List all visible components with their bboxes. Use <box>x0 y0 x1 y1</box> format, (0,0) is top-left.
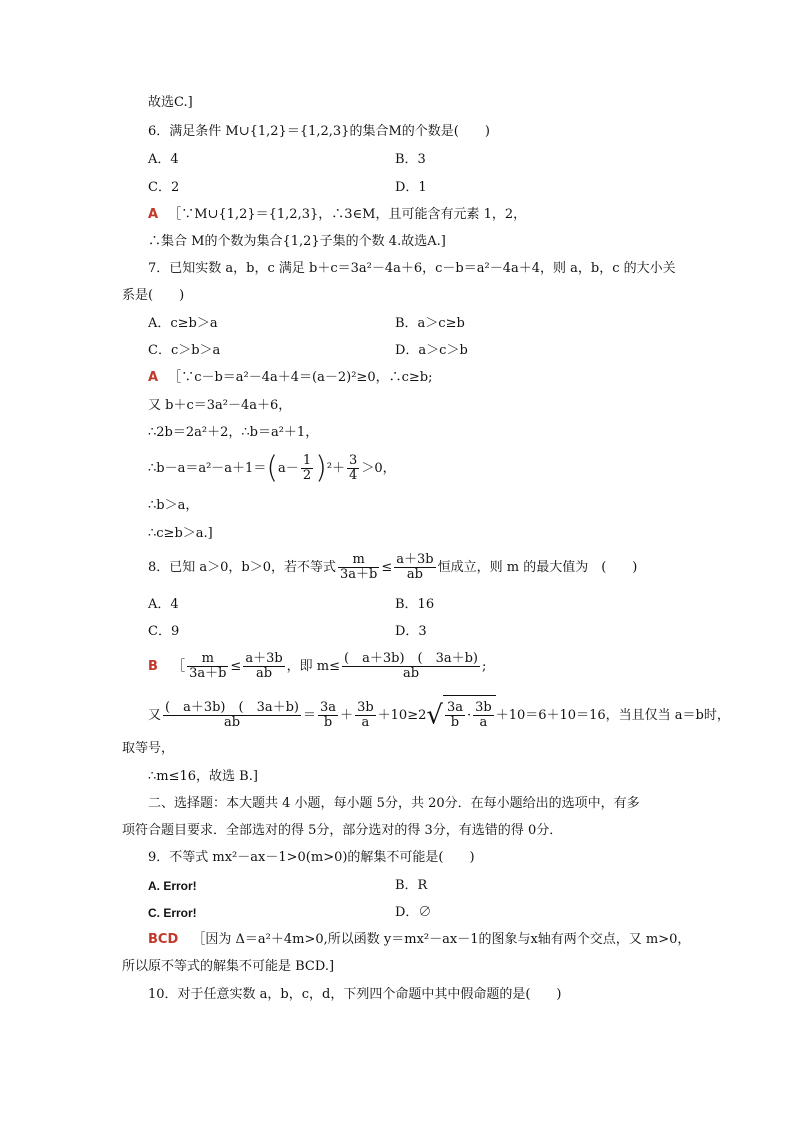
solution-text: a－ <box>278 461 299 476</box>
square-root: √ $\frac{3a}{b}$ · $\frac{3b}{a}$ <box>426 695 495 736</box>
fraction-one-half: $\frac{1}{2}$ <box>302 453 312 483</box>
solution-text: ［ <box>172 659 186 674</box>
solution-text: 又 <box>148 708 162 723</box>
stem-text: 8．已知 a＞0，b＞0，若不等式 <box>148 560 337 575</box>
solution-line: ∴2b＝2a²＋2，∴b＝a²＋1， <box>148 425 319 440</box>
solution-text: ＝ <box>303 708 317 723</box>
solution-line <box>148 370 432 386</box>
solution-line: ∴集合 M的个数为集合{1,2}子集的个数 4.故选A.] <box>148 234 446 249</box>
solution-text: ［∵c－b＝a²－4a＋4＝(a－2)²≥0，∴c≥b; <box>168 370 433 385</box>
option-d: D．3 <box>395 624 427 639</box>
solution-text: ∴b－a＝a²－a＋1＝ <box>148 461 267 476</box>
solution-line: 所以原不等式的解集不可能是 BCD.] <box>122 959 335 974</box>
fraction-a-plus-3b-over-ab: $\frac{a+3b}{ab}$ <box>396 552 434 582</box>
option-b: B．16 <box>395 597 435 612</box>
solution-line: ∴m≤16，故选 B.] <box>148 769 258 784</box>
section-instructions: 项符合题目要求．全部选对的得 5分，部分选对的得 3分，有选错的得 0分． <box>122 823 563 838</box>
solution-line: 取等号， <box>122 741 175 756</box>
fraction-3a-over-b: $\frac{3a}{b}$ <box>320 700 337 730</box>
option-a: A. Error! <box>148 879 197 893</box>
question-9-stem: 9．不等式 mx²－ax－1>0(m>0)的解集不可能是( ) <box>148 850 475 865</box>
option-a: A．4 <box>148 152 179 167</box>
solution-text: ［因为 Δ＝a²＋4m>0,所以函数 y＝mx²－ax－1的图象与x轴有两个交点，又 m>0， <box>192 932 691 947</box>
option-c: C．2 <box>148 180 180 195</box>
right-paren: ) <box>315 450 327 486</box>
fraction-a-plus-3b-over-ab: $\frac{a+3b}{ab}$ <box>245 651 283 681</box>
answer-label: B <box>148 659 158 674</box>
left-paren: ( <box>266 450 279 486</box>
fraction-product-over-ab: $\frac{( a+3b) ( 3a+b)}{ab}$ <box>344 651 479 681</box>
option-c: C．9 <box>148 624 180 639</box>
stem-text: 恒成立，则 m 的最大值为 ( ) <box>437 560 638 575</box>
section-heading: 二、选择题：本大题共 4 小题，每小题 5分，共 20分．在每小题给出的选项中，有多 <box>148 796 640 811</box>
solution-line: ∴c≥b＞a.] <box>148 526 213 541</box>
fraction-three-quarters: $\frac{3}{4}$ <box>349 453 358 483</box>
option-b: B．3 <box>395 152 426 167</box>
fraction-3b-over-a: $\frac{3b}{a}$ <box>475 700 492 730</box>
solution-line <box>148 452 396 486</box>
solution-text: ［∵M∪{1,2}＝{1,2,3}，∴3∈M，且可能含有元素 1，2， <box>168 207 527 222</box>
solution-line <box>148 207 526 223</box>
solution-text: ＞0， <box>361 461 396 476</box>
option-c: C. Error! <box>148 906 197 920</box>
option-a: A．4 <box>148 597 179 612</box>
option-c: C．c＞b＞a <box>148 343 221 358</box>
solution-line: ∴b＞a， <box>148 498 199 513</box>
solution-text: ²＋ <box>326 461 346 476</box>
solution-text: ; <box>482 659 487 674</box>
option-b: B．R <box>395 878 428 893</box>
fraction-m-over-3a-plus-b: $\frac{m}{3a+b}$ <box>189 651 227 681</box>
fraction-3b-over-a: $\frac{3b}{a}$ <box>357 700 374 730</box>
fraction-product-over-ab: $\frac{( a+3b) ( 3a+b)}{ab}$ <box>165 700 299 730</box>
question-6-stem: 6．满足条件 M∪{1,2}＝{1,2,3}的集合M的个数是( ) <box>148 124 490 139</box>
answer-label: A <box>148 207 159 222</box>
solution-line: 又 b＋c＝3a²－4a＋6， <box>148 398 292 413</box>
answer-label: A <box>148 370 159 385</box>
answer-label: BCD <box>148 932 179 947</box>
question-10-stem: 10．对于任意实数 a，b，c，d，下列四个命题中其中假命题的是( ) <box>148 987 562 1002</box>
solution-text: ＋ <box>340 708 354 723</box>
solution-text: ，即 m≤ <box>286 659 341 674</box>
fraction-3a-over-b: $\frac{3a}{b}$ <box>446 700 463 730</box>
fraction-m-over-3a-plus-b: $\frac{m}{3a+b}$ <box>340 552 378 582</box>
question-8-stem <box>148 551 637 585</box>
option-d: D．∅ <box>395 905 432 920</box>
stem-text: ≤ <box>381 560 393 575</box>
solution-line <box>148 650 486 684</box>
text-line: 故选C.] <box>148 95 193 110</box>
solution-text: ＋10＝6＋10＝16，当且仅当 a＝b时， <box>495 708 730 723</box>
solution-line <box>148 932 690 948</box>
question-7-stem-cont: 系是( ) <box>122 288 185 303</box>
solution-text: ＋10≥2 <box>377 708 427 723</box>
question-7-stem: 7．已知实数 a，b，c 满足 b＋c＝3a²－4a＋6，c－b＝a²－4a＋4，则 a，b，c 的大小关 <box>148 261 676 276</box>
option-d: D．1 <box>395 180 427 195</box>
solution-line <box>148 695 730 736</box>
option-d: D．a＞c＞b <box>395 343 468 358</box>
option-b: B．a＞c≥b <box>395 316 465 331</box>
solution-text: ≤ <box>230 659 242 674</box>
option-a: A．c≥b＞a <box>148 316 218 331</box>
